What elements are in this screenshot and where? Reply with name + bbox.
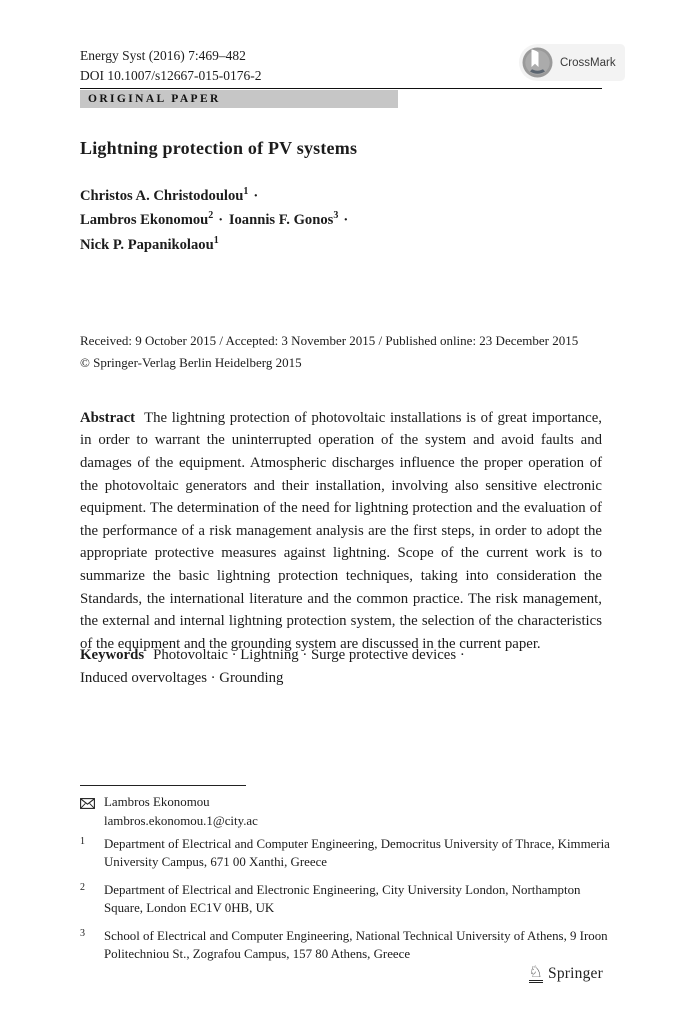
header-rule (80, 88, 602, 89)
keywords-line-1 (80, 644, 602, 667)
author-line-1 (80, 182, 350, 206)
crossmark-icon (521, 46, 554, 79)
affiliation-marker: 3 (80, 928, 85, 939)
section-type-bar (80, 90, 398, 108)
author-name: Lambros Ekonomou (80, 212, 209, 229)
author-line-3 (80, 231, 350, 255)
publication-history (80, 330, 578, 373)
affiliation-text: Department of Electrical and Electronic Engineering, City University London, Northampton Square, London EC1V 0HB, UK (104, 883, 581, 915)
crossmark-label: CrossMark (560, 56, 616, 69)
affiliation-item (80, 927, 610, 963)
author-list (80, 182, 350, 255)
springer-label: Springer (548, 964, 603, 982)
affiliation-item (80, 881, 610, 917)
abstract-text: The lightning protection of photovoltaic installations is of great importance, in order to warrant the uninterrupted operation of the system and avoid faults and damages of the equipment. Atmospheric discharges influence the proper operation of the photovoltaic generators and their installation, involving also sensitive electronic equipment. The determination of the need for lightning protection and the evaluation of the performance of a risk management analysis are the first steps, in order to adopt the appropriate protective measures against lightning. Scope of the current work is to summarize the basic lightning protection techniques, taking into consideration the Standards, the international literature and the common practice. The risk management, the external and internal lightning protection system, the selection of the characteristics of the equipment and the grounding system are discussed in the current paper. (80, 409, 602, 652)
author-affiliation-sup: 1 (213, 234, 219, 246)
corresponding-author-name: Lambros Ekonomou (104, 795, 210, 809)
author-affiliation-sup: 1 (243, 186, 249, 197)
crossmark-badge[interactable] (519, 44, 625, 81)
section-type-label: ORIGINAL PAPER (88, 93, 221, 105)
journal-header (80, 46, 262, 86)
author-line-2 (80, 206, 350, 230)
received-accepted-line: Received: 9 October 2015 / Accepted: 3 November 2015 / Published online: 23 December 2015 (80, 333, 579, 348)
author-affiliation-sup: 3 (333, 210, 339, 222)
envelope-icon (80, 793, 104, 831)
abstract-label: Abstract (80, 409, 136, 426)
author-affiliation-sup: 2 (208, 210, 214, 222)
keywords-text-1: Photovoltaic · Lightning · Surge protective devices · (153, 647, 465, 663)
author-name: Ioannis F. Gonos (228, 212, 334, 229)
journal-citation: Energy Syst (2016) 7:469–482 (80, 48, 246, 63)
author-separator: · (218, 212, 224, 229)
page-title: Lightning protection of PV systems (80, 138, 358, 158)
affiliation-list (80, 835, 610, 973)
author-name: Nick P. Papanikolaou (80, 236, 214, 253)
copyright-line: © Springer-Verlag Berlin Heidelberg 2015 (80, 354, 302, 370)
springer-knight-icon: ♘ (528, 962, 544, 981)
author-separator: · (253, 187, 259, 204)
correspondence-text (104, 793, 258, 831)
affiliation-marker: 2 (80, 882, 85, 893)
correspondence-block (80, 793, 258, 831)
affiliation-text: Department of Electrical and Computer Engineering, Democritus University of Thrace, Kimmeria University Campus, 671 00 Xanthi, Greece (104, 837, 610, 869)
keywords-label: Keywords (80, 647, 145, 663)
affiliation-text: School of Electrical and Computer Engineering, National Technical University of Athens, 9 Iroon Politechniou St., Zografou Campus, 157 80 Athens, Greece (104, 929, 608, 961)
doi-line: DOI 10.1007/s12667-015-0176-2 (80, 68, 262, 83)
author-name: Christos A. Christodoulou (80, 187, 244, 204)
corresponding-author-email: lambros.ekonomou.1@city.ac (104, 814, 258, 828)
author-separator: · (343, 212, 349, 229)
abstract (80, 407, 602, 656)
keywords (80, 644, 602, 689)
footnote-divider (80, 785, 246, 786)
keywords-line-2: Induced overvoltages · Grounding (80, 669, 284, 686)
springer-logo (529, 964, 603, 983)
affiliation-item (80, 835, 610, 871)
affiliation-marker: 1 (80, 836, 85, 847)
